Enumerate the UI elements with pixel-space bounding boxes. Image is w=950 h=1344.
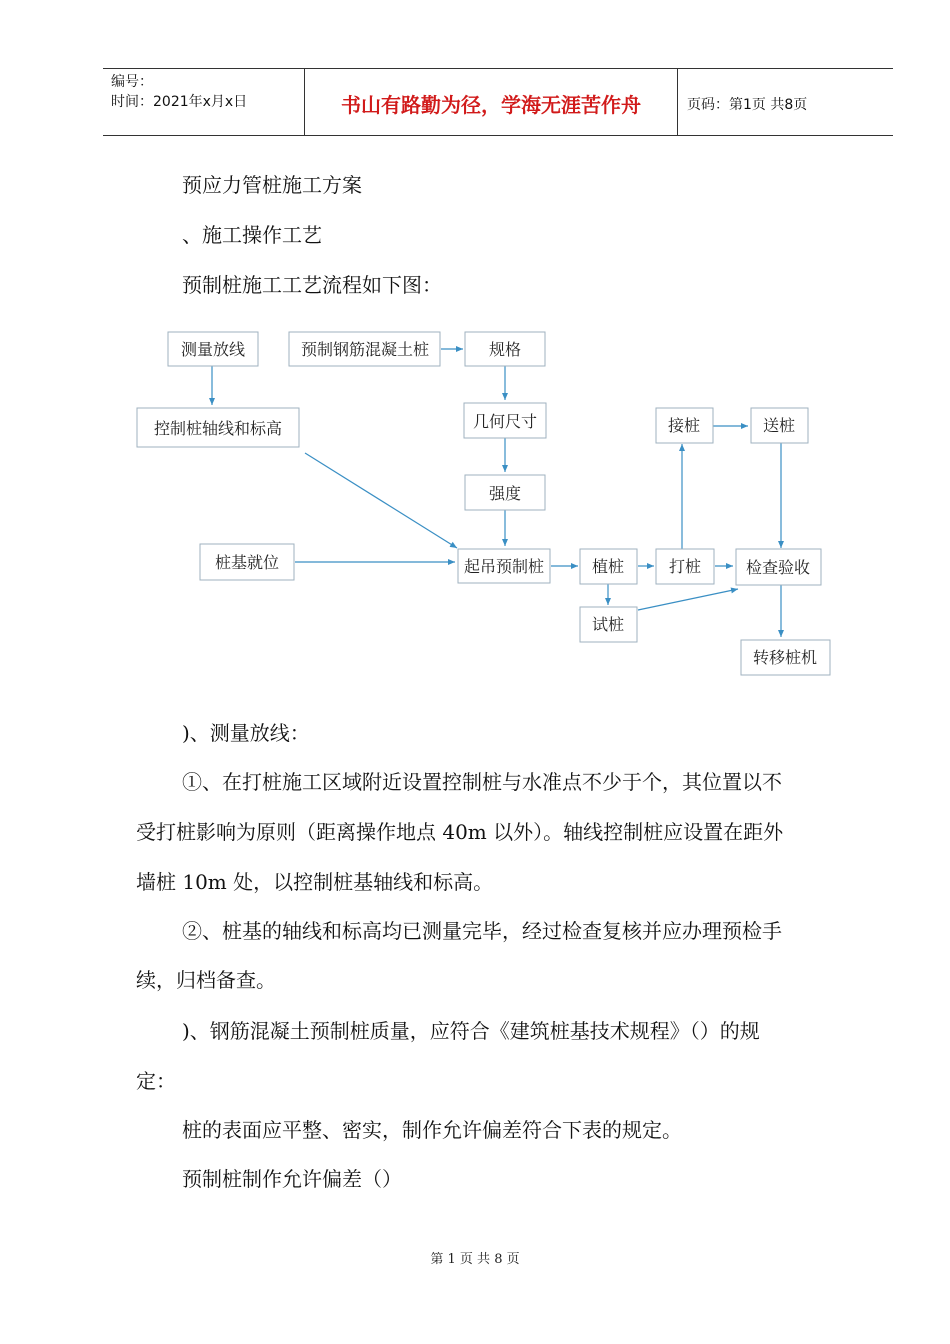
page-footer: 第 1 页 共 8 页 — [430, 1252, 520, 1267]
flow-node-lift-label: 起吊预制桩 — [463, 557, 545, 576]
header-page-label: 页码：第1页 共8页 — [687, 97, 808, 113]
paragraph-3: 桩的表面应平整、密实，制作允许偏差符合下表的规定。 — [182, 1118, 682, 1142]
flow-node-inspect-label: 检查验收 — [745, 558, 811, 577]
flow-node-spec-label: 规格 — [488, 340, 522, 359]
flow-node-plant-label: 植桩 — [591, 557, 625, 576]
arrow-trial-inspect — [638, 589, 738, 610]
flow-node-geometry — [464, 403, 546, 438]
item2-line-1: )、钢筋混凝土预制桩质量，应符合《建筑桩基技术规程》（）的规 — [182, 1019, 760, 1043]
paragraph-2-line-1: ②、桩基的轴线和标高均已测量完毕，经过检查复核并应办理预检手 — [182, 919, 782, 943]
flow-node-strength-label: 强度 — [488, 484, 522, 503]
item2-line-2: 定： — [136, 1069, 176, 1093]
flow-node-survey-label: 测量放线 — [180, 340, 246, 359]
paragraph-2-line-2: 续，归档备查。 — [136, 968, 276, 992]
paragraph-1-line-3: 墙桩 10m 处，以控制桩基轴线和标高。 — [136, 870, 494, 894]
flow-node-splice-label: 接桩 — [667, 416, 701, 435]
doc-title: 预应力管桩施工方案 — [182, 173, 362, 197]
flow-node-plant — [580, 549, 637, 584]
flow-node-drive — [656, 549, 714, 584]
flow-node-prefab — [289, 332, 440, 366]
paragraph-1-line-2: 受打桩影响为原则（距离操作地点 40m 以外）。轴线控制桩应设置在距外 — [136, 820, 784, 844]
flow-node-trial — [580, 607, 637, 642]
table-caption: 预制桩制作允许偏差（） — [182, 1167, 402, 1191]
section-heading: 、施工操作工艺 — [182, 223, 322, 247]
flow-node-move-label: 转移桩机 — [752, 648, 818, 667]
flow-node-pile-base — [200, 544, 294, 580]
header-number-label: 编号： — [111, 74, 153, 90]
flow-intro: 预制桩施工工艺流程如下图： — [182, 273, 442, 297]
flow-node-strength — [465, 475, 545, 510]
flow-node-geometry-label: 几何尺寸 — [472, 412, 538, 431]
flow-node-drive-label: 打桩 — [668, 557, 702, 576]
flow-node-prefab-label: 预制钢筋混凝土桩 — [300, 340, 430, 359]
paragraph-1-line-1: ①、在打桩施工区域附近设置控制桩与水准点不少于个，其位置以不 — [182, 770, 782, 794]
header-motto: 书山有路勤为径，学海无涯苦作舟 — [341, 93, 641, 117]
flow-node-spec — [465, 332, 545, 366]
flow-node-lift — [458, 549, 550, 583]
flow-node-inspect — [736, 549, 821, 585]
header-time-label: 时间：2021年x月x日 — [111, 94, 248, 110]
flow-node-pile-base-label: 桩基就位 — [214, 553, 280, 572]
flow-node-splice — [656, 408, 713, 443]
flow-node-trial-label: 试桩 — [591, 615, 625, 634]
flow-node-move — [741, 640, 830, 675]
flow-node-control-label: 控制桩轴线和标高 — [153, 419, 283, 438]
arrow-control-lift — [305, 453, 457, 548]
flow-node-survey — [168, 332, 258, 366]
flow-node-send — [751, 408, 808, 443]
flow-node-send-label: 送桩 — [762, 416, 796, 435]
flow-node-control — [137, 408, 299, 447]
item1-heading: )、测量放线： — [182, 721, 310, 745]
